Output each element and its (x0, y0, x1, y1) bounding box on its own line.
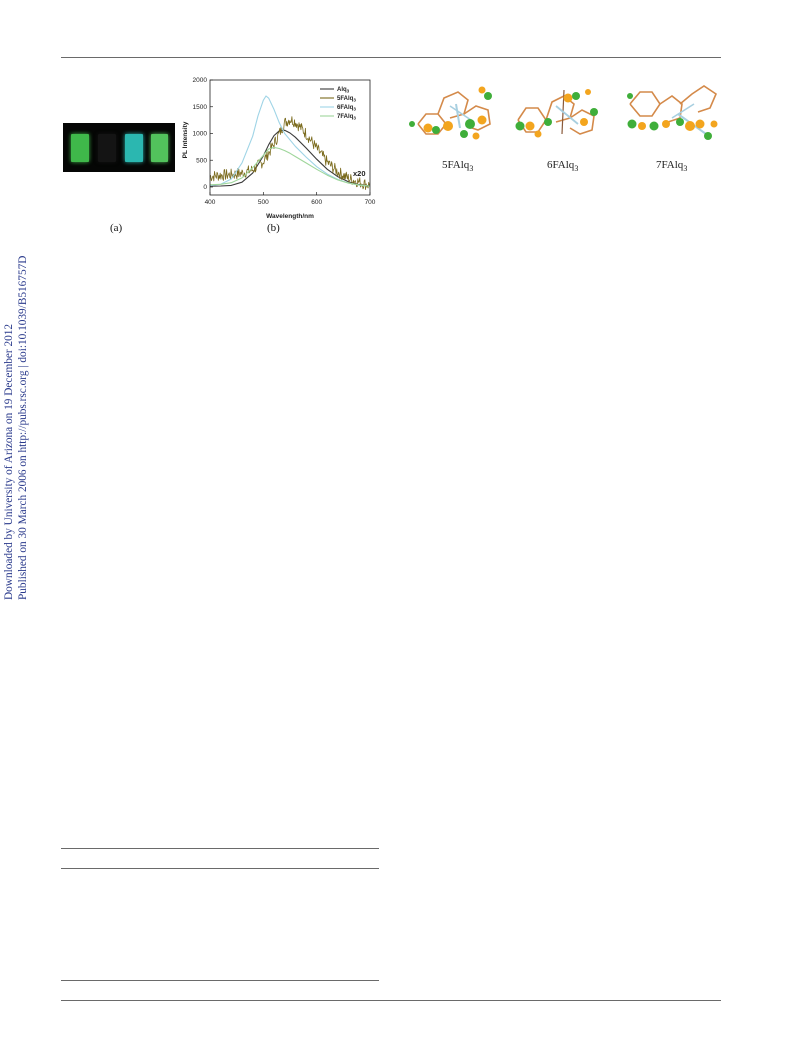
table-header-rule (61, 868, 379, 869)
molecule-label-sub: 3 (574, 164, 579, 174)
panel-b-label: (b) (267, 222, 280, 234)
x-tick-label: 600 (311, 199, 323, 206)
molecular-orbital-structure-icon (627, 86, 718, 140)
table-top-rule (61, 848, 379, 849)
legend-label: 5FAlq$_3$ (337, 96, 356, 103)
cuvette-4 (151, 134, 168, 162)
molecule-label-main: 7FAlq (656, 159, 684, 171)
legend-label: 6FAlq$_3$ (337, 105, 356, 112)
molecule-7falq3-structure (620, 74, 720, 150)
molecular-orbital-structure-icon (516, 89, 599, 138)
molecule-label-5falq3 (442, 159, 473, 173)
molecule-label-6falq3 (547, 159, 578, 173)
y-tick-label: 1000 (192, 130, 207, 138)
download-note: Downloaded by University of Arizona on 19 December 2012 (3, 323, 15, 600)
molecule-label-7falq3 (656, 159, 687, 173)
legend-label: 7FAlq$_3$ (337, 114, 356, 121)
y-axis-label: PL Intensity (182, 121, 189, 159)
cuvette-1 (71, 134, 89, 162)
panel-a-label: (a) (110, 222, 123, 234)
scale-annotation: x20 (353, 169, 366, 178)
x-tick-label: 500 (257, 199, 269, 206)
cuvette-2 (98, 134, 116, 162)
x-tick-label: 700 (364, 199, 376, 206)
table-bottom-rule (61, 980, 379, 981)
y-tick-label: 1500 (192, 103, 207, 111)
molecule-5falq3-structure (404, 76, 502, 148)
molecular-orbital-structure-icon (409, 87, 492, 140)
molecule-label-sub: 3 (469, 164, 474, 174)
footer-rule (61, 1000, 721, 1001)
download-publication-note (3, 256, 30, 600)
legend-label: Alq$_3$ (337, 87, 350, 94)
molecule-label-main: 6FAlq (547, 159, 575, 171)
y-tick-label: 0 (203, 184, 207, 192)
y-tick-label: 500 (196, 157, 207, 165)
x-tick-label: 400 (204, 199, 216, 206)
publication-note: Published on 30 March 2006 on http://pubs.rsc.org | doi:10.1039/B516757D (16, 255, 29, 600)
cuvette-photo (63, 123, 175, 172)
x-axis-label: Wavelength/nm (266, 213, 314, 220)
header-rule (61, 57, 721, 58)
molecule-6falq3-structure (508, 76, 606, 148)
y-tick-label: 2000 (192, 77, 207, 85)
molecule-label-main: 5FAlq (442, 159, 470, 171)
cuvette-3 (125, 134, 143, 162)
pl-spectrum-chart (180, 72, 380, 224)
molecule-label-sub: 3 (683, 164, 688, 174)
